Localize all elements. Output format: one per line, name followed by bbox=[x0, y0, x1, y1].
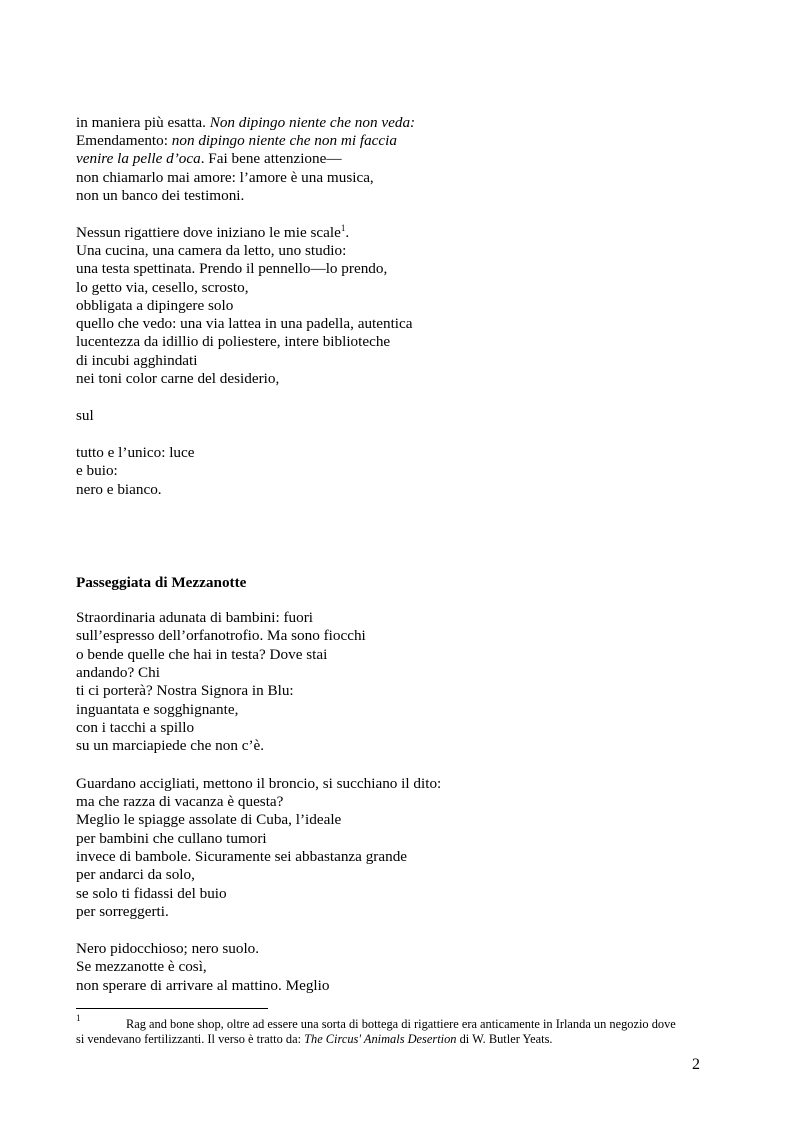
poem-line: una testa spettinata. Prendo il pennello—lo prendo, bbox=[76, 260, 388, 277]
poem-line: Una cucina, una camera da letto, uno studio: bbox=[76, 242, 347, 259]
poem-line: nero e bianco. bbox=[76, 481, 162, 498]
footnote-reference[interactable]: 1 bbox=[340, 222, 346, 233]
poem-title: Passeggiata di Mezzanotte bbox=[76, 574, 247, 591]
poem-line: invece di bambole. Sicuramente sei abbastanza grande bbox=[76, 848, 408, 865]
poem-line: venire la pelle d’oca. Fai bene attenzione— bbox=[76, 150, 342, 167]
poem-line: lo getto via, cesello, scrosto, bbox=[76, 279, 249, 296]
poem-line: ma che razza di vacanza è questa? bbox=[76, 793, 284, 810]
poem-line: non chiamarlo mai amore: l’amore è una musica, bbox=[76, 169, 374, 186]
poem-line: sull’espresso dell’orfanotrofio. Ma sono fiocchi bbox=[76, 627, 366, 644]
poem-line: ti ci porterà? Nostra Signora in Blu: bbox=[76, 682, 294, 699]
page-number: 2 bbox=[692, 1056, 700, 1073]
footnote-marker: 1 bbox=[76, 1013, 81, 1023]
poem-line: su un marciapiede che non c’è. bbox=[76, 737, 265, 754]
poem-line: di incubi agghindati bbox=[76, 352, 198, 369]
poem-line: tutto e l’unico: luce bbox=[76, 444, 195, 461]
footnote-text: Rag and bone shop, oltre ad essere una sorta di bottega di rigattiere era anticamente in Irlanda un negozio dove bbox=[126, 1017, 676, 1031]
footnote-text: si vendevano fertilizzanti. Il verso è tratto da: The Circus' Animals Desertion di W. Butler Yeats. bbox=[76, 1032, 553, 1046]
poem-line: non un banco dei testimoni. bbox=[76, 187, 245, 204]
poem-line: quello che vedo: una via lattea in una padella, autentica bbox=[76, 315, 413, 332]
poem-line: e buio: bbox=[76, 462, 118, 479]
poem-line: Nero pidocchioso; nero suolo. bbox=[76, 940, 260, 957]
poem-line: Se mezzanotte è così, bbox=[76, 958, 207, 975]
poem-line: inguantata e sogghignante, bbox=[76, 701, 239, 718]
footnote-separator bbox=[76, 1008, 268, 1009]
poem-line: se solo ti fidassi del buio bbox=[76, 885, 227, 902]
poem-line: andando? Chi bbox=[76, 664, 160, 681]
poem-line: Nessun rigattiere dove iniziano le mie scale$^1$. bbox=[76, 222, 350, 241]
poem-line: per bambini che cullano tumori bbox=[76, 830, 267, 847]
poem-line: nei toni color carne del desiderio, bbox=[76, 370, 280, 387]
poem-line: sul bbox=[76, 407, 94, 424]
poem-line: Straordinaria adunata di bambini: fuori bbox=[76, 609, 314, 626]
poem-line: con i tacchi a spillo bbox=[76, 719, 195, 736]
poem-line: Guardano accigliati, mettono il broncio, si succhiano il dito: bbox=[76, 775, 442, 792]
poem-line: non sperare di arrivare al mattino. Meglio bbox=[76, 977, 330, 994]
poem-line: Meglio le spiagge assolate di Cuba, l’ideale bbox=[76, 811, 342, 828]
poem-line: Emendamento: non dipingo niente che non mi faccia bbox=[76, 132, 397, 149]
poem-line: in maniera più esatta. Non dipingo niente che non veda: bbox=[76, 114, 416, 131]
poem-line: lucentezza da idillio di poliestere, intere biblioteche bbox=[76, 333, 391, 350]
poem-line: obbligata a dipingere solo bbox=[76, 297, 234, 314]
poem-line: per sorreggerti. bbox=[76, 903, 169, 920]
poem-line: per andarci da solo, bbox=[76, 866, 195, 883]
poem-line: o bende quelle che hai in testa? Dove stai bbox=[76, 646, 328, 663]
